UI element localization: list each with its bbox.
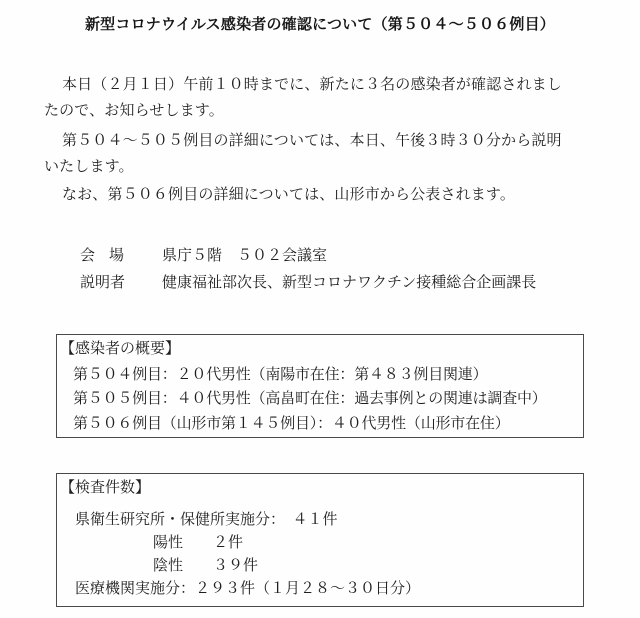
paragraph-note bbox=[62, 181, 582, 207]
positive-count-row bbox=[153, 531, 243, 553]
document-title: 新型コロナウイルス感染者の確認について（第５０４～５０６例目） bbox=[84, 15, 555, 33]
paragraph-line: なお、第５０６例目の詳細については、山形市から公表されます。 bbox=[62, 185, 516, 203]
presenter-row bbox=[80, 270, 536, 294]
cases-summary-box bbox=[56, 334, 584, 438]
paragraph-announcement bbox=[44, 71, 582, 123]
medical-test-line: 医療機関実施分：２９３件（１月２８～３０日分） bbox=[75, 579, 421, 597]
lab-test-line: 県衛生研究所・保健所実施分： ４１件 bbox=[75, 510, 338, 528]
test-count-heading: 【検査件数】 bbox=[60, 478, 151, 496]
paragraph-line-continued: たので、お知らせします。 bbox=[44, 101, 224, 119]
cases-summary-heading: 【感染者の概要】 bbox=[60, 339, 181, 357]
negative-count-row bbox=[153, 554, 258, 576]
venue-row bbox=[80, 243, 327, 267]
positive-label: 陽性 bbox=[153, 533, 184, 551]
venue-label: 会場 bbox=[80, 246, 139, 264]
presenter-value: 健康福祉部次長、新型コロナワクチン接種総合企画課長 bbox=[162, 273, 537, 291]
case-line: 第５０６例目（山形市第１４５例目）：４０代男性（山形市在住） bbox=[73, 414, 510, 432]
negative-label: 陰性 bbox=[153, 556, 184, 574]
paragraph-line-continued: いたします。 bbox=[44, 157, 134, 175]
positive-value: ２件 bbox=[213, 533, 244, 551]
paragraph-line: 第５０４～５０５例目の詳細については、本日、午後３時３０分から説明 bbox=[62, 131, 562, 149]
test-count-box bbox=[56, 473, 584, 607]
presenter-label: 説明者 bbox=[80, 273, 126, 291]
venue-value: 県庁５階 ５０２会議室 bbox=[162, 246, 328, 264]
case-line: 第５０４例目：２０代男性（南陽市在住：第４８３例目関連） bbox=[73, 365, 488, 383]
case-line: 第５０５例目：４０代男性（高畠町在住：過去事例との関連は調査中） bbox=[73, 389, 547, 407]
paragraph-line: 本日（２月１日）午前１０時までに、新たに３名の感染者が確認されまし bbox=[62, 75, 562, 93]
negative-value: ３９件 bbox=[213, 556, 259, 574]
paragraph-details bbox=[44, 127, 582, 179]
